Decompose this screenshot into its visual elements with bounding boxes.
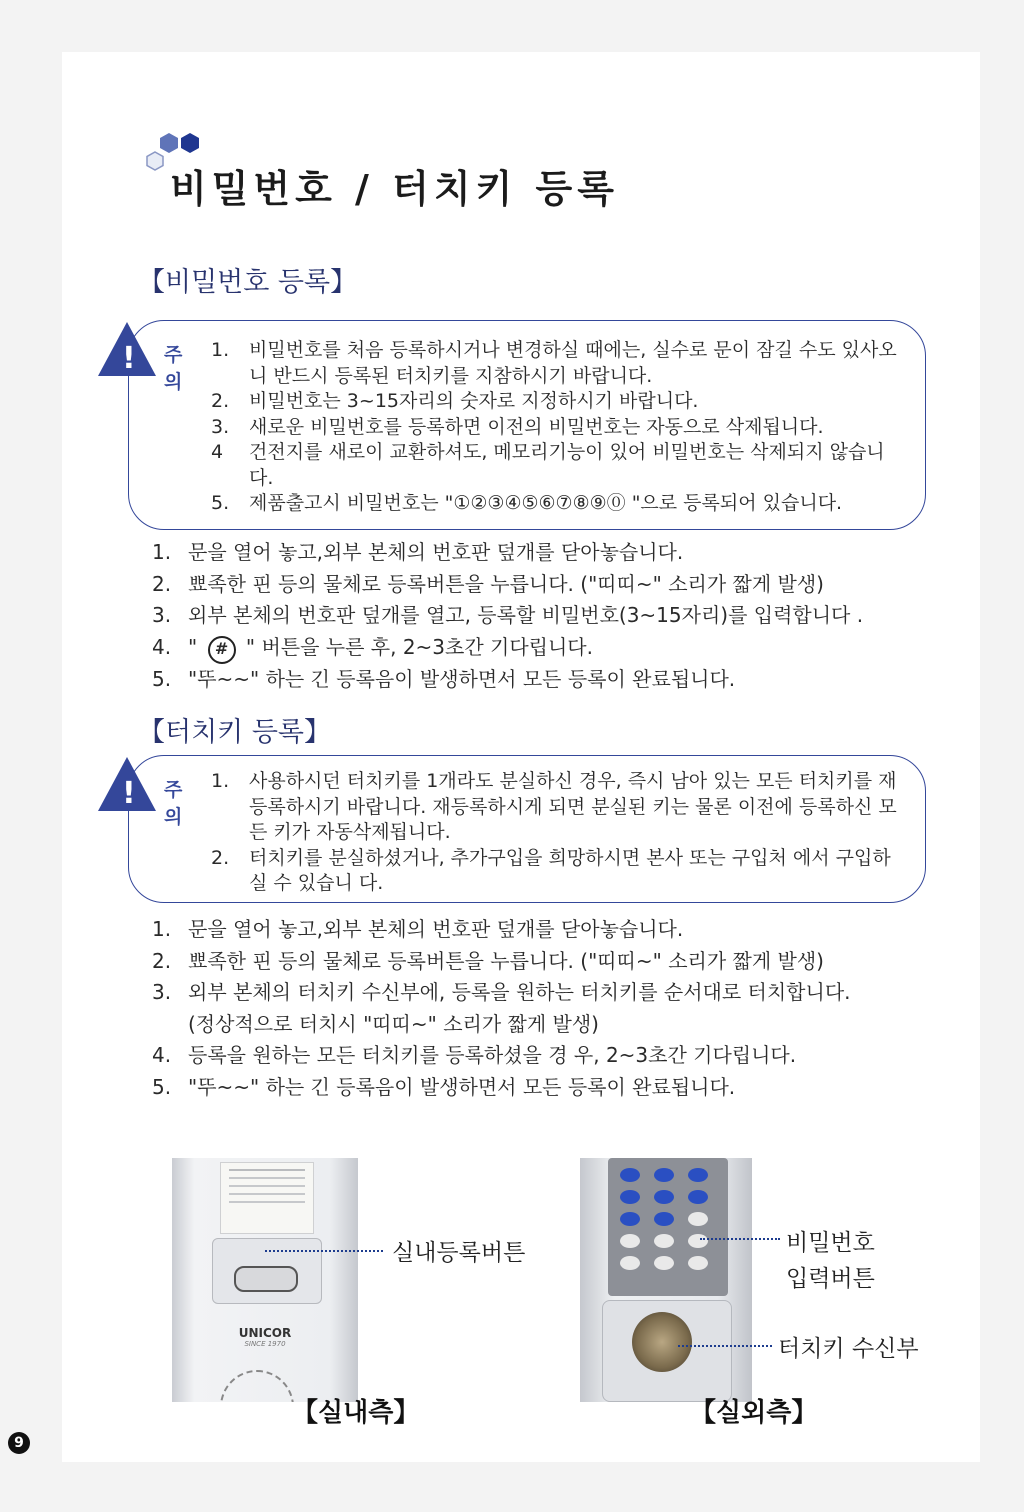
keypad-key[interactable] (688, 1256, 708, 1270)
touchkey-receiver[interactable] (632, 1312, 692, 1372)
item-text: 외부 본체의 터치키 수신부에, 등록을 원하는 터치키를 순서대로 터치합니다. (188, 980, 851, 1004)
item-number: 2. (211, 846, 230, 869)
item-number: 2. (211, 390, 230, 412)
keypad-key[interactable] (620, 1256, 640, 1270)
indoor-unit-photo (172, 1158, 358, 1402)
list-item (152, 632, 863, 664)
list-item (211, 338, 907, 389)
receiver-callout-line (678, 1345, 772, 1347)
list-item (152, 1009, 851, 1041)
keypad-key[interactable] (620, 1212, 640, 1226)
item-text: 등록을 원하는 모든 터치키를 등록하셨을 경 우, 2~3초간 기다립니다. (188, 1043, 797, 1067)
keypad-key[interactable] (654, 1212, 674, 1226)
item-number: 4. (152, 634, 172, 659)
brand-logo: UNICOR (238, 1326, 292, 1340)
warning-label: 주 의 (164, 344, 183, 393)
label-sticker (220, 1162, 314, 1234)
svg-text:!: ! (122, 341, 136, 376)
item-text: 비밀번호를 처음 등록하시거나 변경하실 때에는, 실수로 문이 잠길 수도 있사오니 반드시 등록된 터치키를 지참하시기 바랍니다. (249, 339, 897, 387)
keypad-key[interactable] (620, 1190, 640, 1204)
outdoor-caption: 【실외측】 (690, 1398, 818, 1428)
svg-text:!: ! (122, 776, 136, 811)
list-item (211, 415, 907, 441)
list-item (211, 769, 907, 846)
list-item (152, 914, 851, 946)
list-item (152, 1072, 851, 1104)
keypad-callout-line2: 입력버튼 (786, 1266, 875, 1292)
item-text: 문을 열어 놓고,외부 본체의 번호판 덮개를 닫아놓습니다. (188, 917, 684, 941)
item-text: 제품출고시 비밀번호는 "①②③④⑤⑥⑦⑧⑨⓪ "으로 등록되어 있습니다. (249, 492, 843, 514)
indoor-callout-line (265, 1250, 383, 1252)
page-title: 비밀번호 / 터치키 등록 (170, 167, 619, 211)
password-warning-badge (96, 320, 183, 393)
indoor-caption: 【실내측】 (292, 1398, 420, 1428)
keypad-key[interactable] (620, 1234, 640, 1248)
item-text: 뾰족한 핀 등의 물체로 등록버튼을 누릅니다. ("띠띠~" 소리가 짧게 발생) (188, 948, 824, 973)
item-number: 3. (211, 415, 230, 438)
hash-key-icon: # (208, 636, 236, 664)
item-text-post: " 버튼을 누른 후, 2~3초간 기다립니다. (239, 634, 593, 659)
list-item (211, 491, 907, 517)
item-number: 5. (152, 1074, 172, 1099)
keypad-key[interactable] (654, 1190, 674, 1204)
list-item (152, 537, 863, 569)
password-warning-list (211, 338, 907, 517)
page-number: 9 (8, 1432, 30, 1454)
item-text: 사용하시던 터치키를 1개라도 분실하신 경우, 즉시 남아 있는 모든 터치키를 재등록하시기 바랍니다. 재등록하시게 되면 분실된 키는 물론 이전에 등록하신 모든 키가 자동삭제됩니다. (249, 770, 897, 843)
item-number: 5. (152, 666, 172, 691)
touchkey-warning-box (128, 755, 926, 903)
touchkey-section-heading: 【터치키 등록】 (138, 717, 331, 748)
keypad-key[interactable] (654, 1256, 674, 1270)
item-number: 1. (211, 770, 230, 792)
receiver-callout-label: 터치키 수신부 (778, 1336, 919, 1362)
keypad-key[interactable] (688, 1212, 708, 1226)
keypad-key[interactable] (620, 1168, 640, 1182)
keypad-key[interactable] (654, 1234, 674, 1248)
touchkey-warning-badge (96, 755, 183, 828)
list-item (211, 389, 907, 415)
list-item (152, 664, 863, 696)
password-section-heading: 【비밀번호 등록】 (138, 267, 358, 298)
item-number: 1. (211, 339, 230, 361)
list-item (152, 600, 863, 632)
warning-triangle-icon (96, 755, 158, 813)
item-text: (정상적으로 터치시 "띠띠~" 소리가 짧게 발생) (188, 1011, 599, 1036)
item-number: 4 (211, 441, 224, 463)
item-number: 1. (152, 917, 172, 941)
password-steps-list (152, 537, 863, 695)
keypad-callout-line1: 비밀번호 (786, 1230, 875, 1256)
keypad-callout-line (700, 1238, 780, 1240)
touchkey-steps-list (152, 914, 851, 1103)
password-warning-box (128, 320, 926, 530)
item-text: 뾰족한 핀 등의 물체로 등록버튼을 누릅니다. ("띠띠~" 소리가 짧게 발생) (188, 571, 824, 596)
item-text-pre: " (188, 634, 204, 659)
item-text: "뚜~~" 하는 긴 등록음이 발생하면서 모든 등록이 완료됩니다. (188, 666, 736, 691)
item-number: 1. (152, 540, 172, 564)
item-text: "뚜~~" 하는 긴 등록음이 발생하면서 모든 등록이 완료됩니다. (188, 1074, 736, 1099)
warning-label: 주 의 (164, 779, 183, 828)
item-text: 외부 본체의 번호판 덮개를 열고, 등록할 비밀번호(3~15자리)를 입력합니다 . (188, 603, 864, 627)
indoor-callout-label: 실내등록버튼 (392, 1240, 526, 1266)
item-number: 3. (152, 603, 172, 627)
item-number: 2. (152, 948, 172, 973)
list-item (152, 977, 851, 1009)
keypad-key[interactable] (688, 1234, 708, 1248)
touchkey-warning-list (211, 769, 907, 897)
list-item (211, 846, 907, 897)
item-number: 5. (211, 492, 230, 514)
thumb-turn (220, 1370, 294, 1402)
item-text: 문을 열어 놓고,외부 본체의 번호판 덮개를 닫아놓습니다. (188, 540, 684, 564)
warning-triangle-icon (96, 320, 158, 378)
item-text: 새로운 비밀번호를 등록하면 이전의 비밀번호는 자동으로 삭제됩니다. (249, 415, 824, 438)
list-item (211, 440, 907, 491)
item-text: 비밀번호는 3~15자리의 숫자로 지정하시기 바랍니다. (249, 390, 699, 412)
indoor-register-button[interactable] (234, 1266, 298, 1292)
list-item (152, 946, 851, 978)
keypad-key[interactable] (654, 1168, 674, 1182)
list-item (152, 1040, 851, 1072)
item-text (188, 632, 593, 664)
item-number (152, 1009, 188, 1041)
item-text: 터치키를 분실하셨거나, 추가구입을 희망하시면 본사 또는 구입처 에서 구입하실 수 있습니 다. (249, 846, 891, 894)
list-item (152, 569, 863, 601)
keypad-key[interactable] (688, 1168, 708, 1182)
item-number: 3. (152, 980, 172, 1004)
item-number: 2. (152, 571, 172, 596)
keypad-key[interactable] (688, 1190, 708, 1204)
item-number: 4. (152, 1043, 172, 1067)
brand-tagline: SINCE 1970 (244, 1340, 286, 1348)
item-text: 건전지를 새로이 교환하셔도, 메모리기능이 있어 비밀번호는 삭제되지 않습니다. (249, 441, 885, 489)
